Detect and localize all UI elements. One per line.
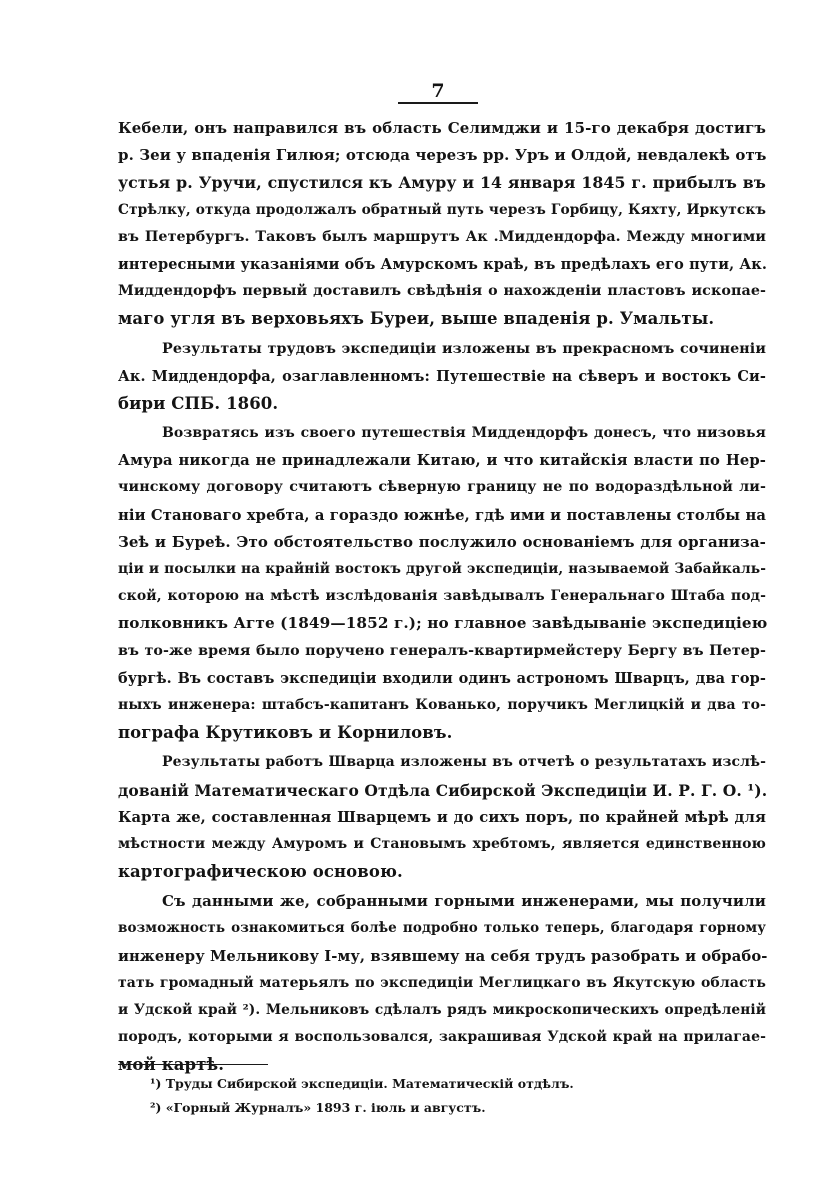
- text-line: ціи и посылки на крайній востокъ другой экспедиціи, называемой Забайкаль-: [118, 561, 766, 577]
- text-line: ской, которою на мѣстѣ изслѣдованія завѣдывалъ Генеральнаго Штаба под-: [118, 588, 766, 605]
- text-line: маго угля въ верховьяхъ Буреи, выше впаденія р. Умальты.: [118, 309, 715, 329]
- text-line: Стрѣлку, откуда продолжалъ обратный путь черезъ Горбицу, Кяхту, Иркутскъ: [118, 201, 766, 218]
- text-line: тать громадный матерьялъ по экспедиціи Меглицкаго въ Якутскую область: [118, 974, 766, 991]
- text-line: чинскому договору считаютъ сѣверную границу не по водораздѣльной ли-: [118, 479, 766, 496]
- text-line: интересными указаніями объ Амурскомъ краѣ, въ предѣлахъ его пути, Ак.: [118, 255, 768, 273]
- text-line: Возвратясь изъ своего путешествія Миддендорфъ донесъ, что низовья: [162, 425, 766, 442]
- text-line: ніи Становаго хребта, а гораздо южнѣе, гдѣ ими и поставлены столбы на: [118, 506, 766, 524]
- footnote-1: ¹) Труды Сибирской экспедиціи. Математическій отдѣлъ.: [150, 1076, 574, 1091]
- paragraph-5: [118, 888, 766, 1078]
- page-number: 7: [431, 80, 445, 102]
- text-line: бири СПБ. 1860.: [118, 393, 279, 413]
- footnotes: [150, 1072, 710, 1120]
- text-line: породъ, которыми я воспользовался, закрашивая Удской край на прилагае-: [118, 1029, 766, 1046]
- text-line: мѣстности между Амуромъ и Становымъ хребтомъ, является единственною: [118, 835, 766, 852]
- paragraph-4: [118, 749, 766, 885]
- text-line: Миддендорфъ первый доставилъ свѣдѣнія о нахожденіи пластовъ ископае-: [118, 283, 766, 300]
- paragraph-2: [118, 336, 766, 418]
- text-line: Результаты работъ Шварца изложены въ отчетѣ о результатахъ изслѣ-: [162, 754, 766, 771]
- text-line: въ Петербургъ. Таковъ былъ маршрутъ Ак .Миддендорфа. Между многими: [118, 228, 766, 245]
- paragraph-3: [118, 420, 766, 746]
- text-line: Карта же, составленная Шварцемъ и до сихъ поръ, по крайней мѣрѣ для: [118, 808, 766, 826]
- footnote-rule: [118, 1064, 268, 1065]
- text-line: Съ данными же, собранными горными инженерами, мы получили: [162, 892, 766, 911]
- paragraph-1: [118, 115, 766, 333]
- text-line: ныхъ инженера: штабсъ-капитанъ Кованько, поручикъ Меглицкій и два то-: [118, 696, 766, 713]
- text-line: Зеѣ и Буреѣ. Это обстоятельство послужило основаніемъ для организа-: [118, 532, 766, 551]
- text-line: р. Зеи у впаденія Гилюя; отсюда черезъ рр. Уръ и Олдой, невдалекѣ отъ: [118, 146, 767, 165]
- body-text: [118, 115, 766, 1079]
- text-line: полковникъ Агте (1849—1852 г.); но главное завѣдываніе экспедиціею: [118, 614, 768, 633]
- text-line: устья р. Уручи, спустился къ Амуру и 14 января 1845 г. прибылъ въ: [118, 173, 766, 193]
- page-number-rule: [398, 102, 478, 104]
- text-line: картографическою основою.: [118, 862, 403, 882]
- text-line: въ то-же время было поручено генералъ-квартирмейстеру Бергу въ Петер-: [118, 642, 766, 659]
- text-line: мой картѣ.: [118, 1055, 225, 1075]
- text-line: Кебели, онъ направился въ область Селимджи и 15-го декабря достигъ: [118, 119, 766, 137]
- text-line: возможность ознакомиться болѣе подробно только теперь, благодаря горному: [118, 920, 766, 937]
- footnote-2: ²) «Горный Журналъ» 1893 г. іюль и августъ.: [150, 1100, 486, 1115]
- text-line: бургѣ. Въ составъ экспедиціи входили одинъ астрономъ Шварцъ, два гор-: [118, 669, 766, 687]
- text-line: Результаты трудовъ экспедиціи изложены въ прекрасномъ сочиненіи: [162, 340, 766, 357]
- text-line: и Удской край ²). Мельниковъ сдѣлалъ рядъ микроскопическихъ опредѣленій: [118, 1002, 766, 1018]
- text-line: инженеру Мельникову I-му, взявшему на себя трудъ разобрать и обрабо-: [118, 947, 768, 965]
- text-line: Амура никогда не принадлежали Китаю, и что китайскія власти по Нер-: [118, 452, 766, 470]
- text-line: пографа Крутиковъ и Корниловъ.: [118, 723, 453, 743]
- text-line: Ак. Миддендорфа, озаглавленномъ: Путешествіе на сѣверъ и востокъ Си-: [118, 367, 766, 385]
- text-line: дованій Математическаго Отдѣла Сибирской Экспедиціи И. Р. Г. О. ¹).: [118, 780, 768, 800]
